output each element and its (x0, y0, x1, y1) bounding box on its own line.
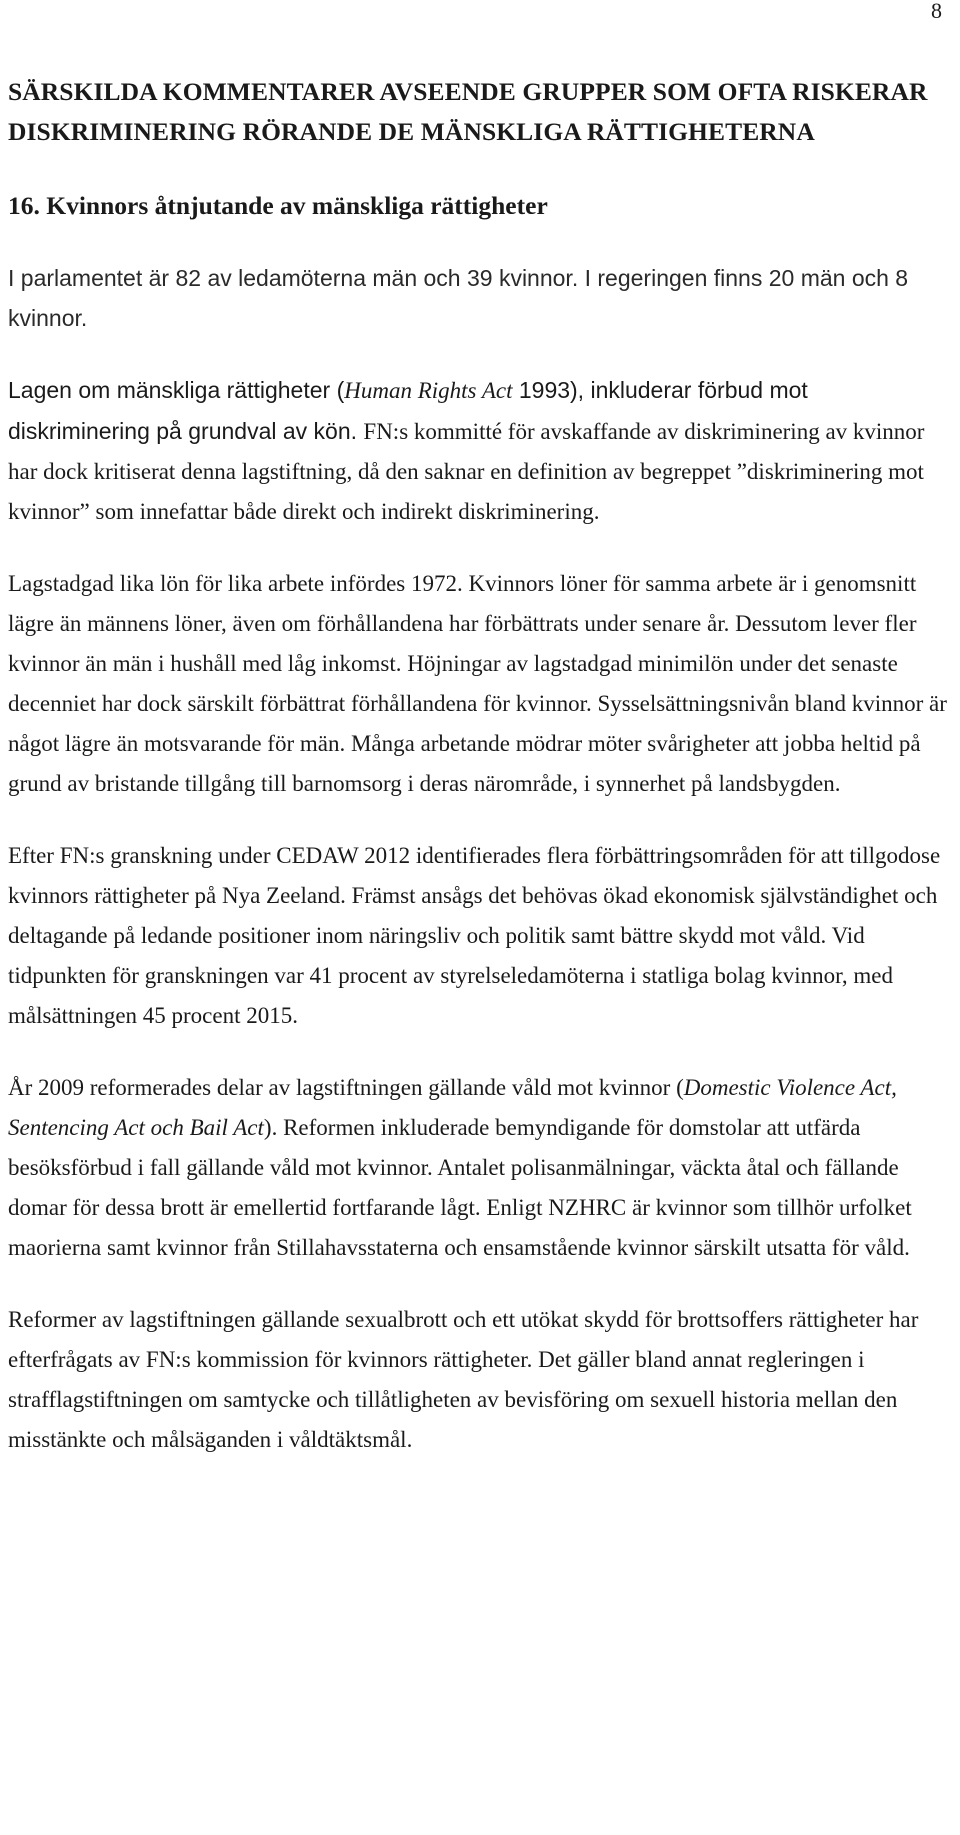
paragraph-parliament: I parlamentet är 82 av ledamöterna män och 39 kvinnor. I regeringen finns 20 män och 8 kvinnor. (8, 265, 909, 331)
p2-text-start: Lagen om mänskliga rättigheter ( (8, 377, 345, 403)
p5-text-end: ). Reformen inkluderade bemyndigande för domstolar att utfärda besöksförbud i fall gällande våld mot kvinnor. Antalet polisanmälningar, väckta åtal och fällande domar för dessa brott är emellertid fortfarande lågt. Enligt NZHRC är kvinnor som tillhör urfolket maorierna samt kvinnor från Stillahavsstaterna och ensamstående kvinnor särskilt utsatta för våld. (8, 1115, 912, 1260)
p5-text-start: År 2009 reformerades delar av lagstiftningen gällande våld mot kvinnor ( (8, 1075, 684, 1100)
paragraph-cedaw-review: Efter FN:s granskning under CEDAW 2012 identifierades flera förbättringsområden för att tillgodose kvinnors rättigheter på Nya Zeeland. Främst ansågs det behövas ökad ekonomisk självständighet och deltagande på ledande positioner inom näringsliv och politik samt bättre skydd mot våld. Vid tidpunkten för granskningen var 41 procent av styrelseledamöterna i statliga bolag kvinnor, med målsättningen 45 procent 2015. (8, 843, 941, 1028)
section-heading: 16. Kvinnors åtnjutande av mänskliga rättigheter (8, 191, 548, 220)
paragraph-human-rights-act (8, 370, 948, 532)
p2-text-end: FN:s kommitté för avskaffande av diskriminering av kvinnor har dock kritiserat denna lagstiftning, då den saknar en definition av begreppet ”diskriminering mot kvinnor” som innefattar både direkt och indirekt diskriminering. (8, 419, 925, 524)
p2-act-name: Human Rights Act (344, 378, 513, 403)
p2-text-middle: 1993), inkluderar förbud mot diskriminering på grundval av kön. (8, 377, 808, 444)
p5-act-names: Domestic Violence Act, Sentencing Act och Bail Act (8, 1075, 897, 1140)
paragraph-sexual-offences: Reformer av lagstiftningen gällande sexualbrott och ett utökat skydd för brottsoffers rättigheter har efterfrågats av FN:s kommission för kvinnors rättigheter. Det gäller bland annat regleringen i strafflagstiftningen om samtycke och tillåtligheten av bevisföring om sexuell historia mellan den misstänkte och målsäganden i våldtäktsmål. (8, 1307, 919, 1452)
paragraph-equal-pay: Lagstadgad lika lön för lika arbete infördes 1972. Kvinnors löner för samma arbete är i genomsnitt lägre än männens löner, även om förhållandena har förbättrats under senare år. Dessutom lever fler kvinnor än män i hushåll med låg inkomst. Höjningar av lagstadgad minimilön under det senaste decenniet har dock särskilt förbättrat förhållandena för kvinnor. Sysselsättningsnivån bland kvinnor är något lägre än motsvarande för män. Många arbetande mödrar möter svårigheter att jobba heltid på grund av bristande tillgång till barnomsorg i deras närområde, i synnerhet på landsbygden. (8, 571, 947, 796)
chapter-heading: SÄRSKILDA KOMMENTARER AVSEENDE GRUPPER SOM OFTA RISKERAR DISKRIMINERING RÖRANDE DE MÄNSKLIGA RÄTTIGHETERNA (8, 77, 928, 146)
page-number: 8 (931, 0, 942, 23)
paragraph-violence-reform (8, 1068, 948, 1268)
document-body (8, 72, 948, 1460)
